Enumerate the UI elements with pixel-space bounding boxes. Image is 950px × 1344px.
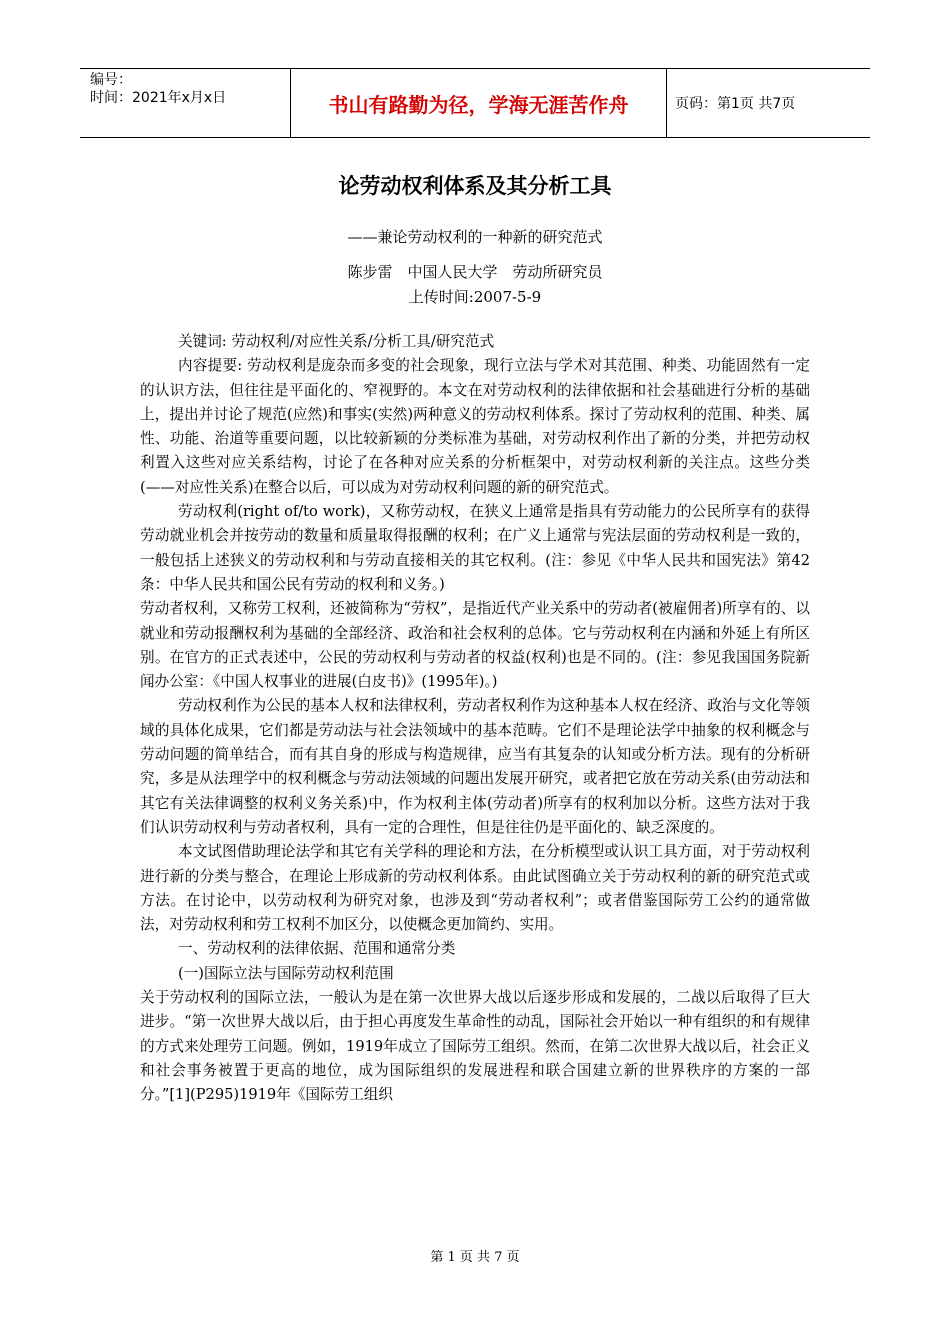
document-body [140, 330, 810, 1108]
upload-time: 上传时间:2007-5-9 [408, 288, 542, 306]
header-meta [80, 69, 291, 137]
document-header [80, 68, 870, 138]
body-paragraph: 关于劳动权利的国际立法，一般认为是在第一次世界大战以后逐步形成和发展的，二战以后取得了巨大进步。“第一次世界大战以后，由于担心再度发生革命性的动乱，国际社会开始以一种有组织的和有规律的方式来处理劳工问题。例如，1919年成立了国际劳工组织。然而，在第二次世界大战以后，社会正义和社会事务被置于更高的地位，成为国际组织的发展进程和联合国建立新的世界秩序的方案的一部分。”[1](P295)1919年《国际劳工组织 [140, 989, 810, 1104]
header-motto: 书山有路勤为径，学海无涯苦作舟 [291, 69, 667, 137]
body-paragraph: 本文试图借助理论法学和其它有关学科的理论和方法，在分析模型或认识工具方面，对于劳动权利进行新的分类与整合，在理论上形成新的劳动权利体系。由此试图确立关于劳动权利的新的研究范式或方法。在讨论中，以劳动权利为研究对象，也涉及到“劳动者权利”；或者借鉴国际劳工公约的通常做法，对劳动权利和劳工权利不加区分，以使概念更加简约、实用。 [140, 843, 810, 934]
body-paragraph: 劳动权利(right of/to work)，又称劳动权，在狭义上通常是指具有劳动能力的公民所享有的获得劳动就业机会并按劳动的数量和质量取得报酬的权利；在广义上通常与宪法层面的劳动权利是一致的，一般包括上述狭义的劳动权利和与劳动直接相关的其它权利。(注：参见《中华人民共和国宪法》第42条：中华人民共和国公民有劳动的权利和义务。) [140, 503, 810, 593]
header-page-info: 页码：第1页 共7页 [675, 96, 796, 112]
abstract-paragraph: 内容提要: 劳动权利是庞杂而多变的社会现象，现行立法与学术对其范围、种类、功能固然有一定的认识方法，但往往是平面化的、窄视野的。本文在对劳动权利的法律依据和社会基础进行分析的基础上，提出并讨论了规范(应然)和事实(实然)两种意义的劳动权利体系。探讨了劳动权利的范围、种类、属性、功能、治道等重要问题，以比较新颖的分类标准为基础，对劳动权利作出了新的分类，并把劳动权利置入这些对应关系结构，讨论了在各种对应关系的分析框架中，对劳动权利新的关注点。这些分类(——对应性关系)在整合以后，可以成为对劳动权利问题的新的研究范式。 [140, 357, 810, 496]
page-footer: 第 1 页 共 7 页 [430, 1250, 520, 1265]
number-label: 编号： [90, 72, 132, 88]
document-title: 论劳动权利体系及其分析工具 [338, 173, 612, 198]
body-paragraph: 劳动者权利，又称劳工权利，还被简称为“劳权”，是指近代产业关系中的劳动者(被雇佣者)所享有的、以就业和劳动报酬权利为基础的全部经济、政治和社会权利的总体。它与劳动权利在内涵和外延上有所区别。在官方的正式表述中，公民的劳动权利与劳动者的权益(权利)也是不同的。(注：参见我国国务院新闻办公室：《中国人权事业的进展(白皮书)》(1995年)。) [140, 600, 810, 691]
author-line: 陈步雷 中国人民大学 劳动所研究员 [347, 263, 603, 281]
date-line: 时间：2021年x月x日 [90, 90, 227, 106]
subsection-heading: (一)国际立法与国际劳动权利范围 [178, 964, 394, 982]
document-subtitle: ——兼论劳动权利的一种新的研究范式 [347, 228, 603, 246]
body-paragraph: 劳动权利作为公民的基本人权和法律权利，劳动者权利作为这种基本人权在经济、政治与文化等领域的具体化成果，它们都是劳动法与社会法领域中的基本范畴。它们不是理论法学中抽象的权利概念与劳动问题的简单结合，而有其自身的形成与构造规律，应当有其复杂的认知或分析方法。现有的分析研究，多是从法理学中的权利概念与劳动法领域的问题出发展开研究，或者把它放在劳动关系(由劳动法和其它有关法律调整的权利义务关系)中，作为权利主体(劳动者)所享有的权利加以分析。这些方法对于我们认识劳动权利与劳动者权利，具有一定的合理性，但是往往仍是平面化的、缺乏深度的。 [140, 697, 810, 836]
section-heading: 一、劳动权利的法律依据、范围和通常分类 [178, 940, 456, 958]
keywords-paragraph: 关键词: 劳动权利/对应性关系/分析工具/研究范式 [178, 333, 495, 350]
